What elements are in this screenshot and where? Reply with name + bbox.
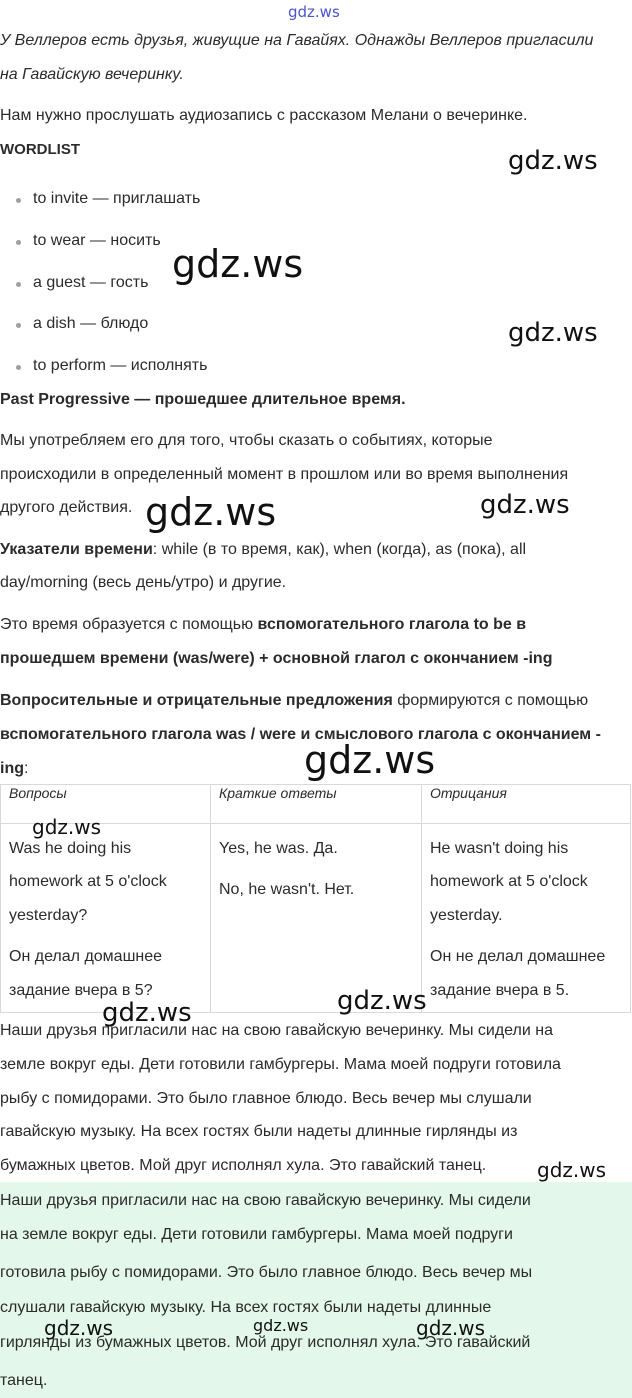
answer-line: танец. (0, 1372, 48, 1389)
answer-line: на земле вокруг еды. Дети готовили гамбургеры. Мама моей подруги (0, 1226, 513, 1243)
wordlist-item: a dish — блюдо (33, 315, 149, 332)
watermark: gdz.ws (304, 738, 436, 782)
time-markers-text: : while (в то время, как), when (когда), as (пока), all (152, 541, 527, 558)
answer-line: гирлянды из бумажных цветов. Мой друг исполнял хула. Это гавайский (0, 1334, 531, 1351)
bullet-icon (16, 240, 21, 245)
site-logo[interactable]: gdz.ws (288, 3, 340, 21)
bullet-icon (16, 365, 21, 370)
answer-line: готовила рыбу с помидорами. Это было главное блюдо. Весь вечер мы (0, 1264, 533, 1281)
cell-line: No, he wasn't. Нет. (219, 881, 355, 898)
usage-line: другого действия. (0, 499, 133, 516)
task-text: Нам нужно прослушать аудиозапись с рассказом Мелани о вечеринке. (0, 107, 528, 124)
cell-line: задание вчера в 5. (430, 982, 570, 999)
answer-line: слушали гавайскую музыку. На всех гостях были надеты длинные (0, 1299, 492, 1316)
grammar-heading: Past Progressive — прошедшее длительное время. (0, 391, 406, 408)
questions-rule-line-3 (0, 760, 28, 778)
story-line: бумажных цветов. Мой друг исполнял хула. Это гавайский танец. (0, 1157, 487, 1174)
watermark: gdz.ws (32, 815, 102, 839)
usage-line: происходили в определенный момент в прошлом или во время выполнения (0, 466, 569, 483)
cell-line: Yes, he was. Да. (219, 840, 338, 857)
watermark: gdz.ws (416, 1316, 486, 1340)
cell-line: homework at 5 o'clock (430, 873, 588, 890)
cell-line: yesterday. (430, 907, 503, 924)
formation-line-2: прошедшем времени (was/were) + основной глагол с окончанием -ing (0, 650, 553, 667)
watermark: gdz.ws (145, 490, 277, 534)
table-row (1, 824, 631, 1013)
questions-rule-bold: ing (0, 760, 24, 777)
table-header: Вопросы (1, 785, 211, 824)
cell-line: Он не делал домашнее (430, 948, 606, 965)
table-cell-questions (1, 824, 211, 1013)
wordlist-item: a guest — гость (33, 274, 149, 291)
watermark: gdz.ws (102, 998, 192, 1028)
story-line: гавайскую музыку. На всех гостях были надеты длинные гирлянды из (0, 1123, 518, 1140)
questions-rule-line-1 (0, 692, 588, 710)
watermark: gdz.ws (44, 1316, 114, 1340)
table-cell-negations (422, 824, 631, 1013)
formation-text: Это время образуется с помощью (0, 616, 258, 633)
table-header: Отрицания (422, 785, 631, 824)
watermark: gdz.ws (253, 1316, 309, 1335)
story-line: земле вокруг еды. Дети готовили гамбургеры. Мама моей подруги готовила (0, 1056, 561, 1073)
wordlist-item: to invite — приглашать (33, 190, 201, 207)
questions-rule-text: : (24, 760, 29, 777)
watermark: gdz.ws (508, 146, 598, 176)
questions-rule-line-2: вспомогательного глагола was / were и смыслового глагола с окончанием - (0, 726, 601, 743)
formation-line-1 (0, 616, 526, 634)
table-header: Краткие ответы (211, 785, 422, 824)
cell-line: homework at 5 o'clock (9, 873, 167, 890)
time-markers-line-2: day/morning (весь день/утро) и другие. (0, 574, 287, 591)
watermark: gdz.ws (537, 1158, 607, 1182)
wordlist-item: to perform — исполнять (33, 357, 208, 374)
intro-line-1: У Веллеров есть друзья, живущие на Гавайях. Однажды Веллеров пригласили (0, 32, 594, 49)
questions-rule-bold: Вопросительные и отрицательные предложения (0, 692, 393, 709)
formation-bold: вспомогательного глагола to be в (257, 616, 527, 633)
table-cell-answers (211, 824, 422, 1013)
watermark: gdz.ws (337, 986, 427, 1016)
cell-line: задание вчера в 5? (9, 982, 153, 999)
cell-line: yesterday? (9, 907, 88, 924)
bullet-icon (16, 323, 21, 328)
bullet-icon (16, 198, 21, 203)
cell-line: Was he doing his (9, 840, 132, 857)
watermark: gdz.ws (508, 318, 598, 348)
watermark: gdz.ws (172, 242, 304, 286)
answer-line: Наши друзья пригласили нас на свою гавайскую вечеринку. Мы сидели (0, 1192, 531, 1209)
time-markers-line-1 (0, 541, 526, 559)
story-line: рыбу с помидорами. Это было главное блюдо. Весь вечер мы слушали (0, 1090, 532, 1107)
cell-line: He wasn't doing his (430, 840, 569, 857)
wordlist-title: WORDLIST (0, 141, 80, 158)
bullet-icon (16, 282, 21, 287)
wordlist-item: to wear — носить (33, 232, 161, 249)
time-markers-label: Указатели времени (0, 541, 153, 558)
answer-block (0, 1182, 632, 1398)
cell-line: Он делал домашнее (9, 948, 163, 965)
watermark: gdz.ws (480, 490, 570, 520)
usage-line: Мы употребляем его для того, чтобы сказать о событиях, которые (0, 432, 493, 449)
story-line: Наши друзья пригласили нас на свою гавайскую вечеринку. Мы сидели на (0, 1022, 553, 1039)
questions-rule-text: формируются с помощью (392, 692, 589, 709)
intro-line-2: на Гавайскую вечеринку. (0, 66, 184, 83)
